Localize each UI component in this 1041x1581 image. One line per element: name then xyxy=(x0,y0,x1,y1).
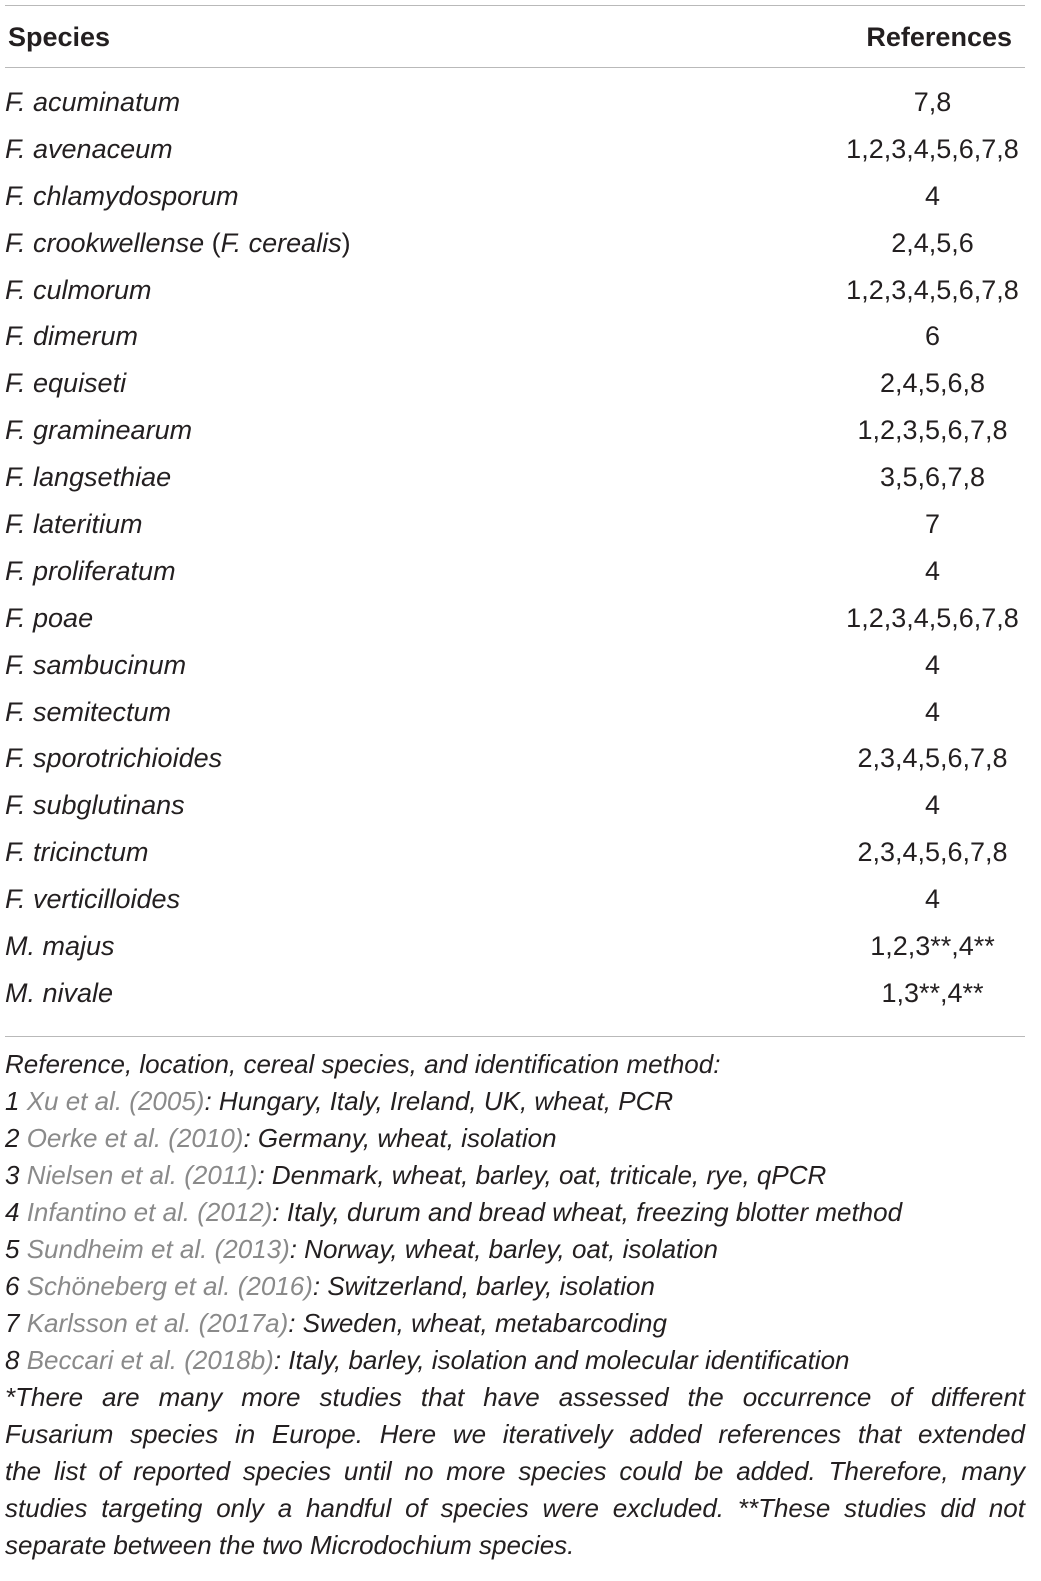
table-row xyxy=(5,931,1025,978)
reference-number: 5 xyxy=(5,1234,27,1264)
references-cell: 2,3,4,5,6,7,8 xyxy=(857,837,1008,868)
species-cell: F. dimerum xyxy=(5,321,139,352)
table-row xyxy=(5,837,1025,884)
references-cell: 4 xyxy=(924,555,941,586)
species-cell: F. culmorum xyxy=(5,274,152,305)
table-row xyxy=(5,87,1025,134)
table-row xyxy=(5,181,1025,228)
reference-link[interactable]: Schöneberg et al. (2016) xyxy=(26,1271,313,1301)
reference-link[interactable]: Nielsen et al. (2011) xyxy=(26,1160,258,1190)
species-column-header: Species xyxy=(8,22,111,52)
header-rule xyxy=(5,67,1025,68)
footnote-note-line: the list of reported species until no more species could be added. Therefore, many xyxy=(5,1456,1025,1486)
species-cell: F. graminearum xyxy=(5,415,193,446)
reference-number: 3 xyxy=(5,1160,27,1190)
table-row xyxy=(5,790,1025,837)
table-row xyxy=(5,275,1025,322)
references-cell: 4 xyxy=(924,180,941,211)
reference-link[interactable]: Xu et al. (2005) xyxy=(26,1086,205,1116)
footnote-reference xyxy=(5,1231,1025,1268)
reference-detail: : Germany, wheat, isolation xyxy=(243,1123,557,1153)
species-cell: F. verticilloides xyxy=(5,884,181,915)
species-name: F. crookwellense xyxy=(5,227,205,258)
table-row xyxy=(5,978,1025,1025)
species-cell: M. majus xyxy=(5,931,115,962)
reference-detail: : Hungary, Italy, Ireland, UK, wheat, PCR xyxy=(204,1086,674,1116)
table-row xyxy=(5,603,1025,650)
species-cell: M. nivale xyxy=(5,977,114,1008)
footnote-reference xyxy=(5,1305,1025,1342)
reference-number: 2 xyxy=(5,1123,27,1153)
table-row xyxy=(5,321,1025,368)
reference-detail: : Italy, barley, isolation and molecular identification xyxy=(273,1345,850,1375)
reference-link[interactable]: Beccari et al. (2018b) xyxy=(26,1345,274,1375)
table-row xyxy=(5,134,1025,181)
species-cell: F. poae xyxy=(5,602,94,633)
table-row xyxy=(5,743,1025,790)
table-row xyxy=(5,509,1025,556)
table-row xyxy=(5,368,1025,415)
references-cell: 2,4,5,6 xyxy=(891,227,974,258)
reference-link[interactable]: Sundheim et al. (2013) xyxy=(26,1234,290,1264)
synonym-close: ) xyxy=(341,227,351,258)
species-cell: F. lateritium xyxy=(5,509,143,540)
references-cell: 1,2,3,5,6,7,8 xyxy=(857,415,1008,446)
footnote-note-line: separate between the two Microdochium species. xyxy=(5,1530,575,1560)
table-row xyxy=(5,697,1025,744)
reference-detail: : Norway, wheat, barley, oat, isolation xyxy=(289,1234,718,1264)
footnote-reference xyxy=(5,1194,1025,1231)
footnote-reference xyxy=(5,1342,1025,1379)
reference-detail: : Denmark, wheat, barley, oat, triticale, rye, qPCR xyxy=(257,1160,827,1190)
references-cell: 7,8 xyxy=(913,87,952,117)
references-column-header: References xyxy=(866,22,1012,52)
table-row xyxy=(5,556,1025,603)
table-row xyxy=(5,228,1025,275)
reference-link[interactable]: Karlsson et al. (2017a) xyxy=(26,1308,289,1338)
species-cell: F. equiseti xyxy=(5,368,127,399)
footnote-reference xyxy=(5,1120,1025,1157)
references-cell: 4 xyxy=(924,884,941,915)
footnote-reference xyxy=(5,1157,1025,1194)
reference-number: 1 xyxy=(5,1086,27,1116)
footnote-note-line: studies targeting only a handful of species were excluded. **These studies did not xyxy=(5,1493,1025,1523)
table-footnotes xyxy=(5,1046,1025,1564)
table-bottom-rule xyxy=(5,1036,1025,1037)
references-cell: 1,2,3,4,5,6,7,8 xyxy=(846,602,1019,633)
reference-number: 6 xyxy=(5,1271,27,1301)
table-body xyxy=(5,87,1025,1025)
reference-detail: : Sweden, wheat, metabarcoding xyxy=(288,1308,667,1338)
species-cell: F. tricinctum xyxy=(5,837,149,868)
species-cell: F. langsethiae xyxy=(5,462,172,493)
reference-link[interactable]: Oerke et al. (2010) xyxy=(26,1123,244,1153)
species-synonym: F. cerealis xyxy=(220,227,342,258)
reference-number: 4 xyxy=(5,1197,27,1227)
references-cell: 1,3**,4** xyxy=(881,977,984,1008)
references-cell: 7 xyxy=(924,509,941,540)
species-cell: F. chlamydosporum xyxy=(5,180,239,211)
reference-link[interactable]: Infantino et al. (2012) xyxy=(26,1197,273,1227)
references-cell: 2,3,4,5,6,7,8 xyxy=(857,743,1008,774)
species-cell: F. acuminatum xyxy=(5,87,181,117)
table-row xyxy=(5,415,1025,462)
table-row xyxy=(5,462,1025,509)
table-top-rule xyxy=(5,5,1025,6)
reference-number: 8 xyxy=(5,1345,27,1375)
table-header xyxy=(5,22,1025,60)
footnote-note-line: Fusarium species in Europe. Here we iteratively added references that extended xyxy=(5,1419,1025,1449)
references-cell: 2,4,5,6,8 xyxy=(879,368,986,399)
footnote-reference xyxy=(5,1083,1025,1120)
synonym-open: ( xyxy=(204,227,221,258)
references-cell: 6 xyxy=(924,321,941,352)
references-cell: 1,2,3**,4** xyxy=(870,931,995,962)
table-row xyxy=(5,884,1025,931)
references-cell: 4 xyxy=(924,790,941,821)
species-cell: F. avenaceum xyxy=(5,133,173,164)
species-cell: F. semitectum xyxy=(5,696,172,727)
reference-detail: : Switzerland, barley, isolation xyxy=(312,1271,655,1301)
table-row xyxy=(5,650,1025,697)
references-cell: 4 xyxy=(924,649,941,680)
footnote-note-line: *There are many more studies that have assessed the occurrence of different xyxy=(5,1382,1025,1412)
references-cell: 4 xyxy=(924,696,941,727)
species-cell: F. sambucinum xyxy=(5,649,187,680)
reference-number: 7 xyxy=(5,1308,27,1338)
footnote-intro: Reference, location, cereal species, and identification method: xyxy=(5,1049,721,1079)
species-cell xyxy=(5,228,351,259)
references-cell: 1,2,3,4,5,6,7,8 xyxy=(846,133,1019,164)
reference-detail: : Italy, durum and bread wheat, freezing blotter method xyxy=(272,1197,903,1227)
species-cell: F. sporotrichioides xyxy=(5,743,223,774)
species-cell: F. proliferatum xyxy=(5,555,176,586)
species-cell: F. subglutinans xyxy=(5,790,185,821)
references-cell: 1,2,3,4,5,6,7,8 xyxy=(846,274,1019,305)
footnote-reference xyxy=(5,1268,1025,1305)
references-cell: 3,5,6,7,8 xyxy=(879,462,986,493)
